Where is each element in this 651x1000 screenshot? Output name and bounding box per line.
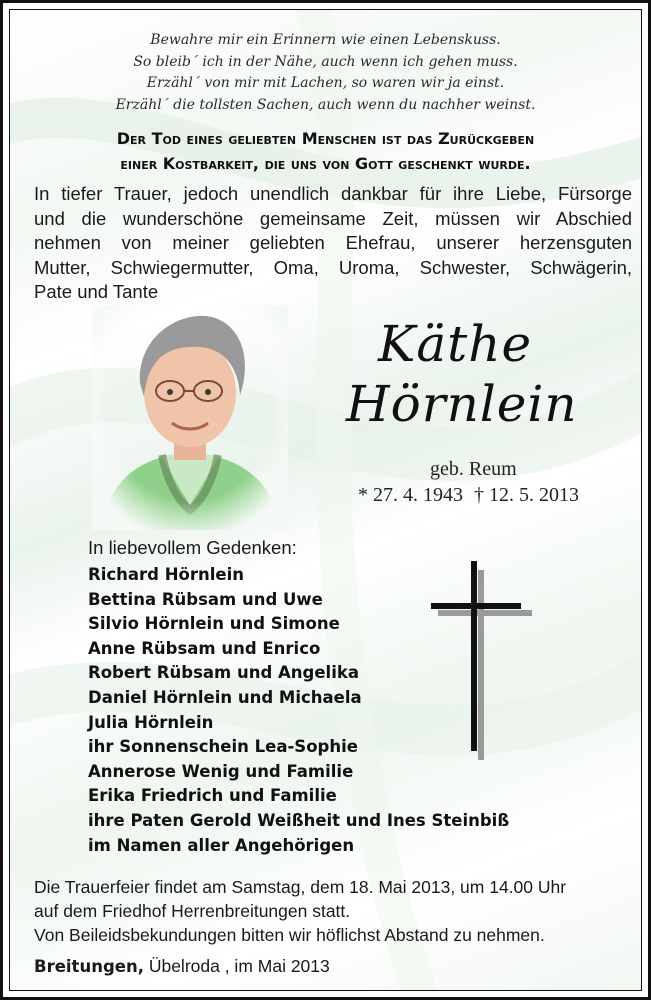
notice-line: Die Trauerfeier findet am Samstag, dem 18. Mai 2013, um 14.00 Uhr [34,877,567,897]
intro-line: und die wunderschöne gemeinsame Zeit, müssen wir Abschied [34,207,632,229]
mourner: ihr Sonnenschein Lea-Sophie [88,737,358,757]
mourner: ihre Paten Gerold Weißheit und Ines Steinbiß [88,810,510,830]
mourners-heading: In liebevollem Gedenken: [88,537,297,558]
mourner: Bettina Rübsam und Uwe [88,589,323,609]
obituary-panel [9,9,642,991]
intro-line: In tiefer Trauer, jedoch unendlich dankbar für ihre Liebe, Fürsorge [34,183,632,204]
poem-line: Bewahre mir ein Erinnern wie einen Lebenskuss. [150,32,501,48]
intro-line: Mutter, Schwiegermutter, Oma, Uroma, Schwester, Schwägerin, [34,256,632,278]
footer-rest: Übelroda , im Mai 2013 [143,956,330,976]
death-date: † 12. 5. 2013 [474,484,579,506]
motto [10,126,641,176]
mourner: im Namen aller Angehörigen [88,835,355,855]
funeral-notice [34,875,634,947]
notice-line: Von Beileidsbekundungen bitten wir höflichst Abstand zu nehmen. [34,925,545,945]
intro-text [34,182,632,305]
poem-line: Erzähl´ die tollsten Sachen, auch wenn du nachher weinst. [115,96,536,113]
life-dates [358,484,585,507]
intro-line: nehmen von meiner geliebten Ehefrau, unserer herzensguten [34,232,632,254]
mourner: Silvio Hörnlein und Simone [88,614,340,634]
mourner: Julia Hörnlein [88,712,214,732]
maiden-name: geb. Reum [430,458,517,480]
mourner: Annerose Wenig und Familie [88,761,354,781]
motto-line: Der Tod eines geliebten Menschen ist das Zurückgeben [116,129,535,148]
deceased-last-name: Hörnlein [346,375,578,433]
poem [10,30,641,116]
birth-date: * 27. 4. 1943 [358,484,463,506]
poem-line: Erzähl´ von mir mit Lachen, so waren wir ja einst. [146,75,505,91]
footer-place: Breitungen, [34,957,144,976]
poem-line: So bleib´ ich in der Nähe, auch wenn ich gehen muss. [133,53,518,70]
mourner: Daniel Hörnlein und Michaela [88,687,362,707]
place-date-footer [34,956,330,977]
mourner: Anne Rübsam und Enrico [88,638,321,658]
motto-line: einer Kostbarkeit, die uns von Gott geschenkt wurde. [120,154,531,173]
cross-icon [422,558,534,763]
mourner: Robert Rübsam und Angelika [88,663,359,683]
mourner: Richard Hörnlein [88,565,244,584]
notice-line: auf dem Friedhof Herrenbreitungen statt. [34,901,351,921]
deceased-first-name: Käthe [378,315,533,373]
intro-line: Pate und Tante [34,281,159,303]
mourner: Erika Friedrich und Familie [88,786,337,806]
portrait-photo [92,305,288,530]
